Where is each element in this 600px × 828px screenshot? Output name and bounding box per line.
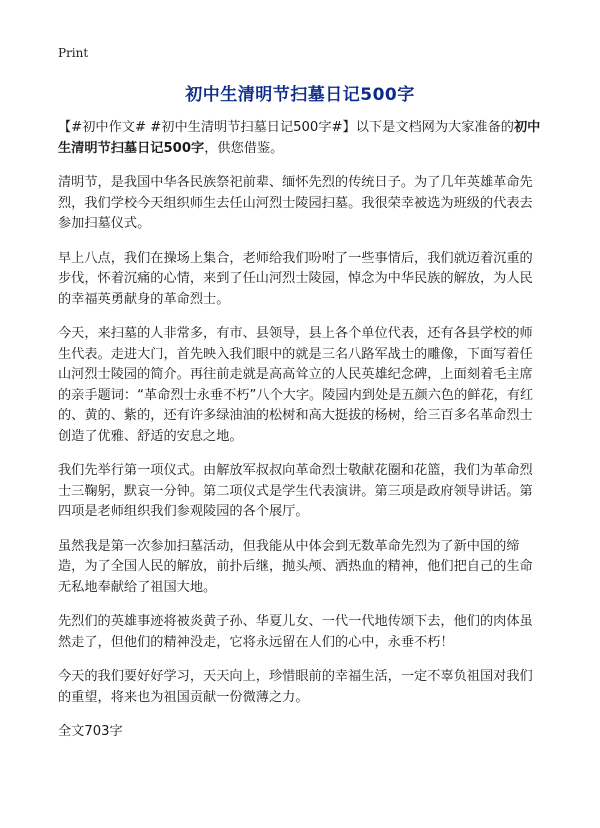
article-body — [58, 118, 542, 757]
paragraph-7: 今天的我们要好好学习，天天向上，珍惜眼前的幸福生活，一定不辜负祖国对我们的重望，将来也为祖国贡献一份微薄之力。 — [58, 669, 533, 705]
paragraph-4: 我们先举行第一项仪式。由解放军叔叔向革命烈士敬献花圈和花篮，我们为革命烈士三鞠躬，默哀一分钟。第二项仪式是学生代表演讲。第三项是政府领导讲话。第四项是老师组织我们参观陵园的各个展厅。 — [58, 463, 533, 519]
paragraph-1: 清明节，是我国中华各民族祭祀前辈、缅怀先烈的传统日子。为了几年英雄革命先烈，我们学校今天组织师生去任山河烈士陵园扫墓。我很荣幸被选为班级的代表去参加扫墓仪式。 — [58, 175, 533, 231]
page-title: 初中生清明节扫墓日记500字 — [185, 85, 415, 105]
word-count: 全文703字 — [58, 724, 123, 739]
paragraph-5: 虽然我是第一次参加扫墓活动，但我能从中体会到无数革命先烈为了新中国的缔造，为了全国人民的解放，前扑后继，抛头颅、洒热血的精神，他们把自己的生命无私地奉献给了祖国大地。 — [58, 538, 533, 595]
intro-paragraph — [58, 118, 542, 159]
paragraph-2: 早上八点，我们在操场上集合，老师给我们吩咐了一些事情后，我们就迈着沉重的步伐，怀着沉痛的心情，来到了任山河烈士陵园，悼念为中华民族的解放，为人民的幸福英勇献身的革命烈士。 — [58, 250, 533, 307]
intro-bold-title: 初中生清明节扫墓日记500字 — [58, 120, 541, 156]
intro-lead: 以下是文档网为大家准备的 — [355, 120, 514, 135]
print-link[interactable]: Print — [58, 46, 89, 60]
paragraph-3: 今天，来扫墓的人非常多，有市、县领导，县上各个单位代表，还有各县学校的师生代表。走进大门，首先映入我们眼中的就是三名八路军战士的雕像，下面写着任山河烈士陵园的简介。再往前走就是高高耸立的人民英雄纪念碑，上面刻着毛主席的亲手题词：“革命烈士永垂不朽”八个大字。陵园内到处是五颜六色的鲜花，有红的、黄的、紫的，还有许多绿油油的松树和高大挺拔的杨树，给三百多名革命烈士创造了优雅、舒适的安息之地。 — [58, 326, 534, 444]
paragraph-6: 先烈们的英雄事迹将被炎黄子孙、华夏儿女、一代一代地传颂下去，他们的肉体虽然走了，但他们的精神没走，它将永远留在人们的心中，永垂不朽！ — [58, 614, 533, 650]
intro-tail: ，供您借鉴。 — [204, 140, 284, 156]
tag-link[interactable]: 【#初中作文# #初中生清明节扫墓日记500字#】 — [58, 120, 356, 135]
